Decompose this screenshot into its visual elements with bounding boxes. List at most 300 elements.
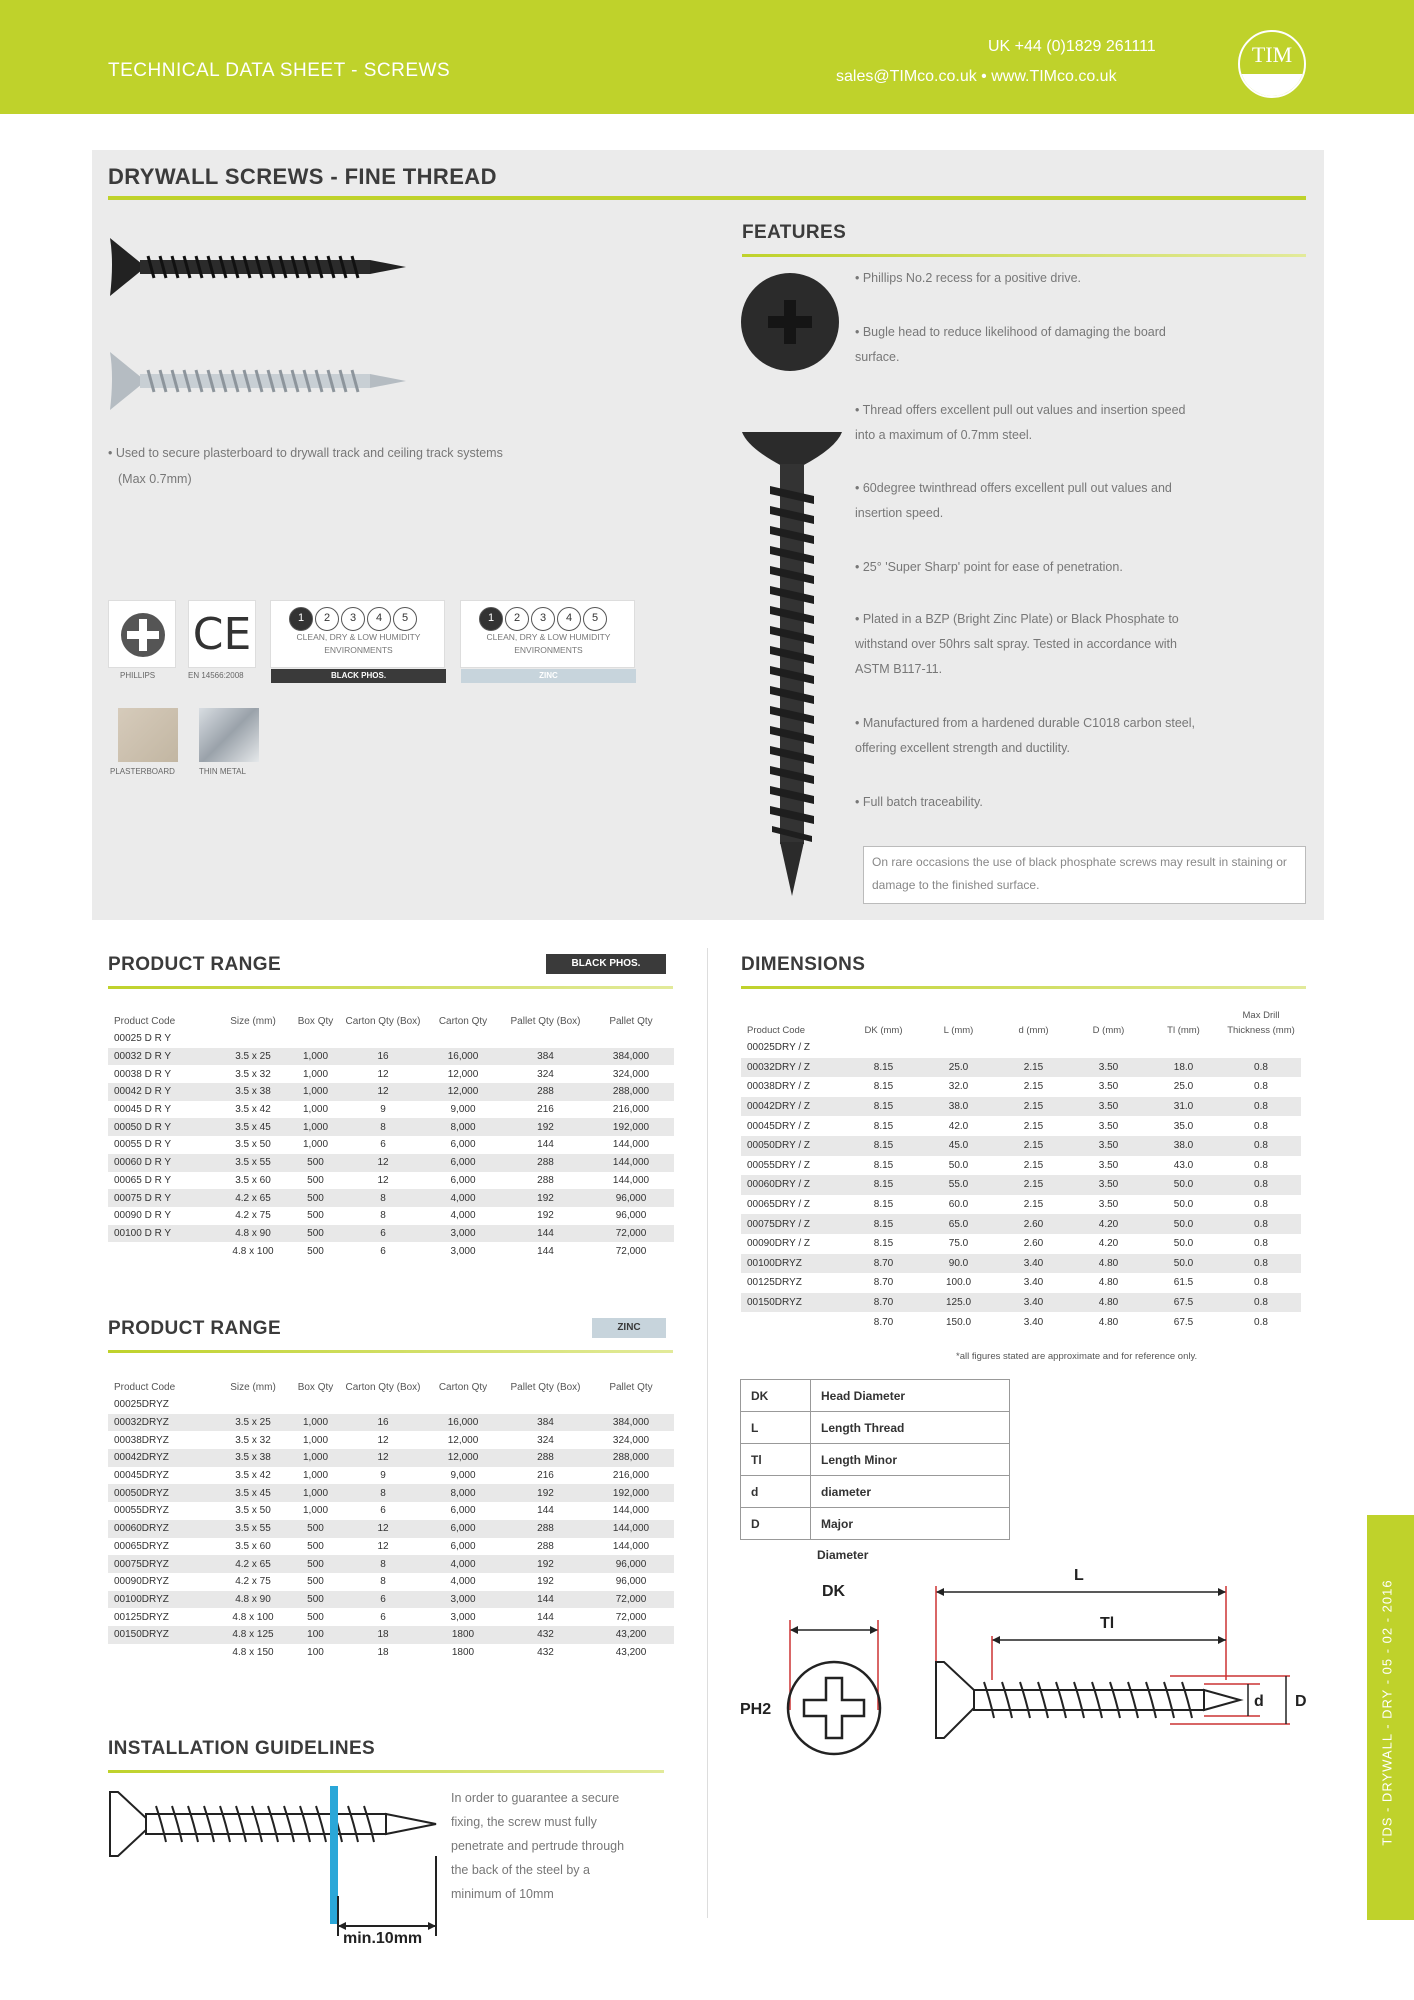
table-cell: 288 xyxy=(503,1449,588,1467)
table-cell: 8 xyxy=(343,1189,423,1207)
table-cell: 4.2 x 75 xyxy=(235,1210,271,1222)
table-cell xyxy=(343,1030,423,1048)
table-cell: 16,000 xyxy=(423,1048,503,1066)
table-cell: 2.60 xyxy=(1023,1238,1044,1250)
table-cell: 43.0 xyxy=(1173,1159,1194,1171)
table-row xyxy=(108,1118,674,1136)
ce-mark-icon: CE xyxy=(192,609,252,660)
table-cell: 216 xyxy=(537,1104,554,1116)
sheet-title: TECHNICAL DATA SHEET - SCREWS xyxy=(108,60,451,81)
table-cell: 3.5 x 50 xyxy=(235,1139,271,1151)
table-cell: 50.0 xyxy=(1173,1199,1194,1211)
table-cell: 00050DRY / Z xyxy=(741,1136,846,1156)
table-cell: 384 xyxy=(503,1048,588,1066)
table-cell: 3.5 x 60 xyxy=(235,1540,271,1552)
table-cell: 3.5 x 38 xyxy=(218,1449,288,1467)
screw-side-image xyxy=(740,426,844,898)
table-cell xyxy=(1071,1038,1146,1058)
table-cell: 3.40 xyxy=(996,1254,1071,1274)
table-cell xyxy=(741,1312,846,1332)
table-cell: 144,000 xyxy=(612,1505,650,1517)
table-cell: 288 xyxy=(537,1174,554,1186)
table-cell: 16 xyxy=(343,1048,423,1066)
table-cell: 4.8 x 150 xyxy=(232,1646,274,1658)
table-cell: 12 xyxy=(377,1174,389,1186)
table-row xyxy=(108,1101,674,1119)
table-cell: 3.5 x 55 xyxy=(218,1520,288,1538)
table-cell: 2.15 xyxy=(1023,1120,1044,1132)
table-row xyxy=(741,1254,1301,1274)
table-cell: 6 xyxy=(343,1225,423,1243)
table-row xyxy=(108,1030,674,1048)
table-cell: 1800 xyxy=(451,1646,475,1658)
env-black-tag: BLACK PHOS. xyxy=(271,669,446,683)
black-phos-badge: BLACK PHOS. xyxy=(546,954,666,974)
table-cell: 32.0 xyxy=(948,1081,969,1093)
table-cell: 38.0 xyxy=(1146,1136,1221,1156)
feature-item-7: • Manufactured from a hardened durable C1018 carbon steel, offering excellent strength and ductility. xyxy=(855,716,1196,755)
table-cell: 00055 D R Y xyxy=(114,1139,172,1151)
table-cell: 500 xyxy=(307,1210,324,1222)
table-cell: 00032 D R Y xyxy=(108,1048,218,1066)
table-cell: 0.8 xyxy=(1254,1199,1268,1211)
table-cell: 0.8 xyxy=(1254,1238,1268,1250)
table-cell: 3.5 x 42 xyxy=(235,1470,271,1482)
table-cell: 288,000 xyxy=(588,1083,674,1101)
env-scale-black: 1 2 3 4 5 xyxy=(289,607,419,631)
table-cell: 50.0 xyxy=(1146,1175,1221,1195)
side-tab-text: TDS - DRYWALL - DRY - 05 - 02 - 2016 xyxy=(1379,1579,1395,1846)
table-row xyxy=(108,1242,674,1260)
features-divider xyxy=(742,254,1306,257)
table-cell: 90.0 xyxy=(921,1254,996,1274)
header-contact: sales@TIMco.co.uk • www.TIMco.co.uk xyxy=(836,68,1117,85)
l-label: L xyxy=(1074,1567,1084,1584)
legend-row xyxy=(741,1444,1010,1476)
table-cell: 125.0 xyxy=(921,1293,996,1313)
table-cell: 8.70 xyxy=(873,1277,894,1289)
table-cell: 3.50 xyxy=(1098,1120,1119,1132)
table-cell: 8.15 xyxy=(846,1136,921,1156)
title-divider xyxy=(108,196,1306,200)
table-cell: 00050 D R Y xyxy=(108,1118,218,1136)
table-cell: 3.40 xyxy=(996,1293,1071,1313)
table-cell: 3.50 xyxy=(1098,1081,1119,1093)
table-cell: 4.8 x 90 xyxy=(218,1591,288,1609)
table-cell: 100 xyxy=(288,1626,343,1644)
table-cell: 00150DRYZ xyxy=(741,1293,846,1313)
table-cell xyxy=(343,1396,423,1414)
table-cell: 96,000 xyxy=(588,1555,674,1573)
thin-metal-image xyxy=(199,708,259,762)
table-cell: 4.20 xyxy=(1098,1238,1119,1250)
d-big-label: D xyxy=(1295,1693,1307,1710)
table-cell: 0.8 xyxy=(1221,1058,1301,1078)
product-title: DRYWALL SCREWS - FINE THREAD xyxy=(108,164,497,189)
table-cell: 324,000 xyxy=(612,1068,650,1080)
table-cell: 55.0 xyxy=(921,1175,996,1195)
table-cell: 65.0 xyxy=(921,1214,996,1234)
table-row xyxy=(108,1467,674,1485)
staining-note: On rare occasions the use of black phosphate screws may result in staining or damage to the finished surface. xyxy=(863,846,1306,904)
range-zinc-table xyxy=(108,1380,674,1661)
table-cell: 42.0 xyxy=(948,1120,969,1132)
table-cell: 00100 D R Y xyxy=(108,1225,218,1243)
table-cell: 75.0 xyxy=(948,1238,969,1250)
table-cell: 9,000 xyxy=(450,1470,476,1482)
table-cell: 3.5 x 32 xyxy=(235,1068,271,1080)
legend-cell: Major xyxy=(811,1508,1010,1540)
table-cell: 6,000 xyxy=(450,1505,476,1517)
table-cell: 2.15 xyxy=(996,1097,1071,1117)
table-cell: 12 xyxy=(377,1068,389,1080)
side-tab xyxy=(1367,1515,1414,1920)
table-cell: 72,000 xyxy=(615,1245,647,1257)
table-cell: 384,000 xyxy=(588,1414,674,1432)
table-cell: 8.15 xyxy=(873,1120,894,1132)
table-cell: 500 xyxy=(288,1189,343,1207)
table-cell: 72,000 xyxy=(615,1611,647,1623)
table-cell: 00090 D R Y xyxy=(114,1210,172,1222)
table-cell: 4.2 x 75 xyxy=(235,1576,271,1588)
table-cell: 00090DRY / Z xyxy=(747,1238,811,1250)
table-row xyxy=(108,1083,674,1101)
table-cell: 0.8 xyxy=(1221,1293,1301,1313)
table-cell: 50.0 xyxy=(1146,1254,1221,1274)
table-cell: 324 xyxy=(537,1068,554,1080)
table-cell: 43,200 xyxy=(615,1646,647,1658)
table-cell: 1,000 xyxy=(288,1118,343,1136)
table-cell xyxy=(288,1030,343,1048)
table-cell: 0.8 xyxy=(1254,1159,1268,1171)
table-cell: 00045 D R Y xyxy=(114,1104,172,1116)
table-row xyxy=(108,1449,674,1467)
table-cell: 8,000 xyxy=(423,1484,503,1502)
page-header xyxy=(0,0,1414,114)
table-cell: 12,000 xyxy=(447,1068,479,1080)
dimensions-legend xyxy=(740,1379,1010,1540)
table-cell: 25.0 xyxy=(1173,1081,1194,1093)
table-cell: 500 xyxy=(288,1225,343,1243)
legend-row xyxy=(741,1508,1010,1540)
table-cell: 6 xyxy=(343,1591,423,1609)
table-header-row: Product Code Size (mm) Box Qty Carton Qty (Box) Carton Qty Pallet Qty (Box) Pallet Qty xyxy=(114,1382,653,1393)
table-cell xyxy=(503,1030,588,1048)
range-black-title: PRODUCT RANGE xyxy=(108,954,282,975)
table-row xyxy=(741,1195,1301,1215)
table-cell: 6 xyxy=(380,1611,386,1623)
table-cell: 00065 D R Y xyxy=(114,1174,172,1186)
table-row xyxy=(108,1136,674,1154)
table-header-row: Product Code DK (mm) L (mm) d (mm) D (mm) Tl (mm) Max Drill Thickness (mm) xyxy=(747,1010,1295,1036)
table-cell: 144 xyxy=(537,1611,554,1623)
table-cell: 50.0 xyxy=(948,1159,969,1171)
table-cell: 432 xyxy=(503,1626,588,1644)
table-cell: 0.8 xyxy=(1254,1277,1268,1289)
table-cell: 8.15 xyxy=(873,1081,894,1093)
table-cell: 00025DRY / Z xyxy=(747,1042,811,1054)
table-cell: 6,000 xyxy=(450,1174,476,1186)
table-cell: 216,000 xyxy=(612,1470,650,1482)
table-cell: 8 xyxy=(343,1484,423,1502)
table-cell: 67.5 xyxy=(1173,1316,1194,1328)
table-cell: 3.5 x 45 xyxy=(218,1484,288,1502)
feature-item-8: • Full batch traceability. xyxy=(855,795,983,809)
table-cell xyxy=(921,1038,996,1058)
black-screw-image xyxy=(106,232,416,302)
table-cell: 4.8 x 125 xyxy=(218,1626,288,1644)
table-row xyxy=(741,1156,1301,1176)
table-row xyxy=(108,1573,674,1591)
company-logo xyxy=(1238,30,1306,98)
table-cell: 144,000 xyxy=(588,1520,674,1538)
table-cell: 144,000 xyxy=(612,1174,650,1186)
ce-cert xyxy=(188,600,256,668)
table-cell: 4.80 xyxy=(1071,1293,1146,1313)
table-row xyxy=(108,1520,674,1538)
table-cell: 144 xyxy=(537,1245,554,1257)
table-cell: 3.40 xyxy=(1023,1277,1044,1289)
table-row xyxy=(108,1065,674,1083)
table-cell: 00150DRYZ xyxy=(108,1626,218,1644)
table-cell: 1,000 xyxy=(302,1068,329,1080)
table-cell: 16,000 xyxy=(423,1414,503,1432)
table-cell: 1,000 xyxy=(302,1505,329,1517)
table-cell: 35.0 xyxy=(1173,1120,1194,1132)
table-cell: 3.5 x 25 xyxy=(218,1414,288,1432)
table-cell: 00075DRYZ xyxy=(108,1555,218,1573)
table-cell: 500 xyxy=(307,1576,324,1588)
header-phone: UK +44 (0)1829 261111 xyxy=(988,38,1156,55)
table-cell: 0.8 xyxy=(1221,1175,1301,1195)
table-row xyxy=(108,1626,674,1644)
table-cell: 8 xyxy=(380,1576,386,1588)
table-cell: 3.5 x 60 xyxy=(235,1174,271,1186)
table-cell: 324 xyxy=(537,1434,554,1446)
table-cell: 2.15 xyxy=(996,1058,1071,1078)
table-cell: 8.15 xyxy=(873,1238,894,1250)
zinc-badge: ZINC xyxy=(592,1318,666,1338)
table-cell: 8 xyxy=(343,1555,423,1573)
legend-cell: Head Diameter xyxy=(811,1380,1010,1412)
usage-text: • Used to secure plasterboard to drywall track and ceiling track systems xyxy=(108,446,503,460)
table-cell: 4.8 x 90 xyxy=(218,1225,288,1243)
table-cell: 96,000 xyxy=(615,1576,647,1588)
env-scale-zinc: 1 2 3 4 5 xyxy=(479,607,609,631)
table-cell: 216,000 xyxy=(612,1104,650,1116)
table-cell: 1,000 xyxy=(288,1484,343,1502)
table-cell: 12 xyxy=(343,1449,423,1467)
legend-cell: L xyxy=(741,1412,811,1444)
table-cell: 216 xyxy=(537,1470,554,1482)
table-cell: 00025DRYZ xyxy=(114,1399,169,1411)
min-10mm-label: min.10mm xyxy=(343,1930,423,1947)
table-cell: 00100DRYZ xyxy=(108,1591,218,1609)
table-cell: 00075DRY / Z xyxy=(741,1214,846,1234)
legend-cell: DK xyxy=(741,1380,811,1412)
table-row xyxy=(741,1136,1301,1156)
table-cell: 144,000 xyxy=(612,1540,650,1552)
ph2-label: PH2 xyxy=(740,1701,772,1718)
table-cell: 6,000 xyxy=(423,1154,503,1172)
table-row xyxy=(108,1225,674,1243)
dimensions-divider xyxy=(741,986,1306,989)
installation-title: INSTALLATION GUIDELINES xyxy=(108,1738,376,1759)
table-cell: 144 xyxy=(537,1505,554,1517)
table-cell: 144,000 xyxy=(612,1139,650,1151)
table-cell: 4.8 x 100 xyxy=(232,1611,274,1623)
table-cell xyxy=(1146,1038,1221,1058)
table-cell: 1800 xyxy=(423,1626,503,1644)
table-cell: 00050DRYZ xyxy=(108,1484,218,1502)
table-cell: 67.5 xyxy=(1146,1293,1221,1313)
feature-item-4: • 60degree twinthread offers excellent pull out values and insertion speed. xyxy=(855,481,1172,520)
table-row xyxy=(108,1502,674,1520)
table-cell: 4.80 xyxy=(1098,1316,1119,1328)
table-cell: 25.0 xyxy=(921,1058,996,1078)
range-black-table xyxy=(108,1014,674,1260)
table-row xyxy=(108,1538,674,1556)
installation-text: In order to guarantee a secure fixing, the screw must fully penetrate and pertrude through the back of the steel by a minimum of 10mm xyxy=(451,1791,625,1901)
table-cell: 8.15 xyxy=(846,1214,921,1234)
table-cell: 1,000 xyxy=(288,1414,343,1432)
table-cell: 00125DRYZ xyxy=(114,1611,169,1623)
phillips-label: PHILLIPS xyxy=(120,671,156,680)
table-cell: 4.80 xyxy=(1071,1254,1146,1274)
table-cell: 00065DRYZ xyxy=(114,1540,169,1552)
table-cell: 288 xyxy=(503,1154,588,1172)
table-cell: 00100DRYZ xyxy=(741,1254,846,1274)
table-cell: 6 xyxy=(380,1139,386,1151)
tl-label: Tl xyxy=(1100,1615,1115,1632)
table-cell: 12,000 xyxy=(423,1083,503,1101)
table-cell: 144,000 xyxy=(588,1154,674,1172)
table-cell: 0.8 xyxy=(1221,1254,1301,1274)
table-cell: 00125DRYZ xyxy=(747,1277,802,1289)
table-cell: 3.5 x 55 xyxy=(218,1154,288,1172)
table-cell: 3.40 xyxy=(1023,1316,1044,1328)
table-cell xyxy=(218,1396,288,1414)
table-row xyxy=(741,1293,1301,1313)
table-row xyxy=(741,1273,1301,1293)
table-cell: 00038DRYZ xyxy=(114,1434,169,1446)
table-cell: 61.5 xyxy=(1173,1277,1194,1289)
table-cell: 43,200 xyxy=(588,1626,674,1644)
table-cell: 2.60 xyxy=(996,1214,1071,1234)
table-cell: 288,000 xyxy=(588,1449,674,1467)
table-cell: 96,000 xyxy=(588,1189,674,1207)
env-black-box xyxy=(270,600,445,680)
table-cell xyxy=(588,1030,674,1048)
table-cell: 0.8 xyxy=(1254,1316,1268,1328)
table-cell: 18 xyxy=(343,1626,423,1644)
table-cell: 96,000 xyxy=(615,1210,647,1222)
table-cell: 00032DRYZ xyxy=(108,1414,218,1432)
thin-metal-label: THIN METAL xyxy=(199,767,246,776)
table-cell: 0.8 xyxy=(1221,1136,1301,1156)
table-cell: 8,000 xyxy=(423,1118,503,1136)
table-cell: 3.5 x 42 xyxy=(235,1104,271,1116)
table-cell: 100.0 xyxy=(945,1277,972,1289)
table-cell: 3.5 x 32 xyxy=(235,1434,271,1446)
table-cell: 4,000 xyxy=(450,1576,476,1588)
table-row xyxy=(741,1234,1301,1254)
table-cell: 3.50 xyxy=(1098,1159,1119,1171)
table-cell: 6 xyxy=(380,1505,386,1517)
table-cell xyxy=(423,1396,503,1414)
table-cell xyxy=(218,1030,288,1048)
table-cell: 4.8 x 100 xyxy=(232,1245,274,1257)
table-cell: 4.80 xyxy=(1098,1277,1119,1289)
table-cell: 144 xyxy=(537,1139,554,1151)
table-cell: 500 xyxy=(288,1520,343,1538)
table-cell: 8.15 xyxy=(846,1097,921,1117)
table-cell: 3,000 xyxy=(450,1245,476,1257)
dimension-diagram xyxy=(730,1560,1330,1760)
table-cell: 8 xyxy=(343,1118,423,1136)
table-cell: 12,000 xyxy=(447,1434,479,1446)
logo-text: TIM xyxy=(1251,42,1293,67)
zinc-screw-image xyxy=(106,346,416,416)
table-cell: 384 xyxy=(503,1414,588,1432)
table-cell: 1,000 xyxy=(302,1470,329,1482)
table-cell: 192 xyxy=(537,1210,554,1222)
plasterboard-image xyxy=(118,708,178,762)
installation-divider xyxy=(108,1770,664,1773)
table-cell: 144 xyxy=(503,1225,588,1243)
table-cell: 2.15 xyxy=(996,1136,1071,1156)
table-cell: 72,000 xyxy=(588,1225,674,1243)
table-cell: 8.15 xyxy=(873,1199,894,1211)
table-cell: 0.8 xyxy=(1254,1120,1268,1132)
table-cell: 3.50 xyxy=(1071,1175,1146,1195)
table-cell: 8.70 xyxy=(873,1316,894,1328)
table-cell: 4,000 xyxy=(450,1210,476,1222)
table-cell: 8 xyxy=(380,1210,386,1222)
column-divider xyxy=(707,948,708,1918)
table-cell: 500 xyxy=(307,1611,324,1623)
table-cell xyxy=(846,1038,921,1058)
table-cell: 9 xyxy=(380,1470,386,1482)
table-row xyxy=(741,1038,1301,1058)
table-cell: 1,000 xyxy=(302,1139,329,1151)
table-cell: 3.50 xyxy=(1098,1199,1119,1211)
table-cell: 288 xyxy=(503,1083,588,1101)
table-cell: 8.15 xyxy=(846,1175,921,1195)
table-cell: 1,000 xyxy=(302,1434,329,1446)
table-cell: 0.8 xyxy=(1221,1214,1301,1234)
table-cell: 2.15 xyxy=(996,1175,1071,1195)
env-zinc-box xyxy=(460,600,635,680)
table-cell: 150.0 xyxy=(945,1316,972,1328)
table-cell: 00060DRY / Z xyxy=(741,1175,846,1195)
usage-text-2: (Max 0.7mm) xyxy=(118,472,192,486)
table-cell: 288 xyxy=(503,1520,588,1538)
table-row xyxy=(108,1172,674,1190)
table-cell: 00042DRYZ xyxy=(108,1449,218,1467)
table-cell: 72,000 xyxy=(588,1591,674,1609)
table-cell: 500 xyxy=(288,1154,343,1172)
table-cell: 00025 D R Y xyxy=(114,1033,172,1045)
table-cell: 3.5 x 38 xyxy=(218,1083,288,1101)
table-cell: 384,000 xyxy=(588,1048,674,1066)
range-black-divider xyxy=(108,986,673,989)
table-row xyxy=(108,1048,674,1066)
table-cell: 00038 D R Y xyxy=(114,1068,172,1080)
plasterboard-label: PLASTERBOARD xyxy=(110,767,175,776)
table-row xyxy=(108,1644,674,1662)
table-cell: 6,000 xyxy=(450,1139,476,1151)
